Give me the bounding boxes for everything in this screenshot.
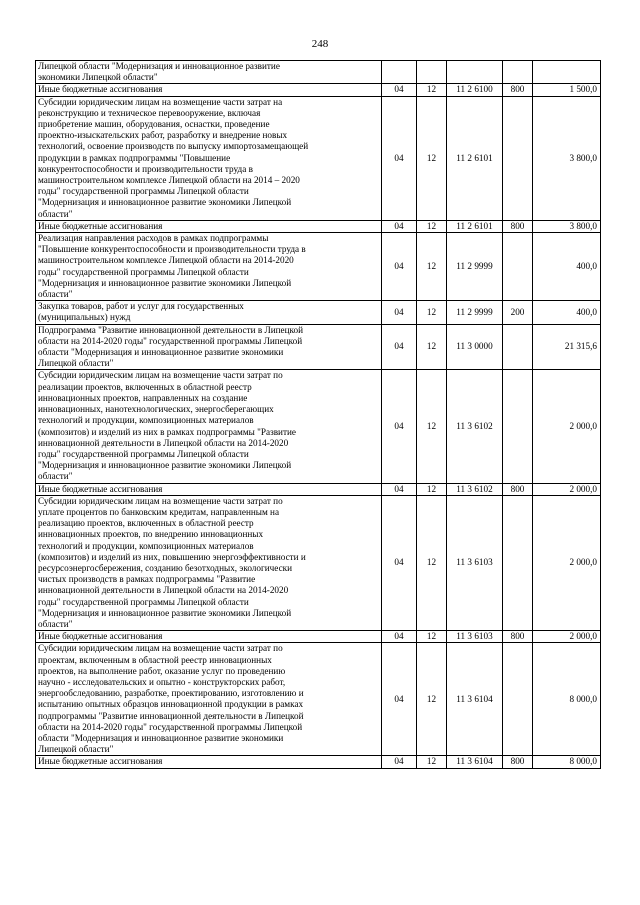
- table-row: [36, 84, 601, 96]
- row-section-code: [382, 61, 417, 84]
- row-target-article-code: 11 2 6101: [447, 96, 503, 220]
- row-amount: 400,0: [533, 301, 601, 324]
- row-description: Реализация направления расходов в рамках подпрограммы "Повышение конкурентоспособности и производительности труда в машиностроительном комплексе Липецкой области на 2014-2020 годы" государственной программы Липецкой области "Модернизация и инновационное развитие экономики Липецкой области": [36, 233, 382, 301]
- row-subsection-code: 12: [417, 643, 447, 756]
- row-section-code: 04: [382, 84, 417, 96]
- row-section-code: 04: [382, 324, 417, 370]
- row-subsection-code: 12: [417, 301, 447, 324]
- row-description: Иные бюджетные ассигнования: [36, 220, 382, 232]
- budget-table: [35, 60, 601, 769]
- table-row: [36, 324, 601, 370]
- row-target-article-code: 11 2 9999: [447, 301, 503, 324]
- row-target-article-code: 11 3 6103: [447, 631, 503, 643]
- row-target-article-code: [447, 61, 503, 84]
- row-description: Иные бюджетные ассигнования: [36, 483, 382, 495]
- row-description: Субсидии юридическим лицам на возмещение части затрат на реконструкцию и техническое перевооружение, включая приобретение машин, оборудования, оснастки, проведение проектно-изыскательских работ, разработку и внедрение новых технологий, освоение производств по выпуску импортозамещающей продукции в рамках подпрограммы "Повышение конкурентоспособности и производительности труда в машиностроительном комплексе Липецкой области на 2014 – 2020 годы" государственной программы Липецкой области "Модернизация и инновационное развитие экономики Липецкой области": [36, 96, 382, 220]
- row-subsection-code: 12: [417, 370, 447, 483]
- row-subsection-code: 12: [417, 483, 447, 495]
- row-subsection-code: 12: [417, 233, 447, 301]
- row-description: Субсидии юридическим лицам на возмещение части затрат по реализации проектов, включенных в областной реестр инновационных проектов, направленных на создание инновационных, нанотехнологических, энергосберегающих технологий и продукции, композиционных материалов (композитов) и изделий из них в рамках подпрограммы "Развитие инновационной деятельности в Липецкой области на 2014-2020 годы" государственной программы Липецкой области "Модернизация и инновационное развитие экономики Липецкой области": [36, 370, 382, 483]
- row-section-code: 04: [382, 220, 417, 232]
- row-subsection-code: 12: [417, 84, 447, 96]
- row-subsection-code: 12: [417, 324, 447, 370]
- row-expense-type-code: [503, 61, 533, 84]
- row-amount: 3 800,0: [533, 96, 601, 220]
- row-target-article-code: 11 3 0000: [447, 324, 503, 370]
- row-section-code: 04: [382, 643, 417, 756]
- row-amount: 21 315,6: [533, 324, 601, 370]
- row-description: Субсидии юридическим лицам на возмещение части затрат по проектам, включенным в областной реестр инновационных проектов, на выполнение работ, оказание услуг по проведению научно - исследовательских и опытно - конструкторских работ, энергообследованию, разработке, проектированию, изготовлению и испытанию опытных образцов инновационной продукции в рамках подпрограммы "Развитие инновационной деятельности в Липецкой области на 2014-2020 годы" государственной программы Липецкой области "Модернизация и инновационное развитие экономики Липецкой области": [36, 643, 382, 756]
- row-expense-type-code: 800: [503, 220, 533, 232]
- table-row: [36, 495, 601, 630]
- table-row: [36, 301, 601, 324]
- table-row: [36, 220, 601, 232]
- row-expense-type-code: [503, 324, 533, 370]
- row-description: Иные бюджетные ассигнования: [36, 756, 382, 768]
- table-row: [36, 643, 601, 756]
- row-expense-type-code: 200: [503, 301, 533, 324]
- table-row: [36, 483, 601, 495]
- row-expense-type-code: 800: [503, 631, 533, 643]
- row-expense-type-code: [503, 96, 533, 220]
- row-subsection-code: 12: [417, 631, 447, 643]
- row-expense-type-code: 800: [503, 483, 533, 495]
- row-subsection-code: 12: [417, 96, 447, 220]
- table-row: [36, 233, 601, 301]
- row-expense-type-code: [503, 233, 533, 301]
- row-section-code: 04: [382, 495, 417, 630]
- row-amount: 2 000,0: [533, 370, 601, 483]
- row-target-article-code: 11 3 6102: [447, 483, 503, 495]
- row-section-code: 04: [382, 301, 417, 324]
- table-row: [36, 96, 601, 220]
- row-amount: 8 000,0: [533, 643, 601, 756]
- row-amount: 1 500,0: [533, 84, 601, 96]
- row-target-article-code: 11 3 6102: [447, 370, 503, 483]
- row-description: Подпрограмма "Развитие инновационной деятельности в Липецкой области на 2014-2020 годы" государственной программы Липецкой области "Модернизация и инновационное развитие экономики Липецкой области": [36, 324, 382, 370]
- row-section-code: 04: [382, 483, 417, 495]
- row-section-code: 04: [382, 631, 417, 643]
- row-target-article-code: 11 3 6103: [447, 495, 503, 630]
- row-section-code: 04: [382, 370, 417, 483]
- row-description: Иные бюджетные ассигнования: [36, 84, 382, 96]
- table-row: [36, 61, 601, 84]
- row-target-article-code: 11 3 6104: [447, 756, 503, 768]
- table-row: [36, 631, 601, 643]
- row-target-article-code: 11 2 6101: [447, 220, 503, 232]
- row-description: Иные бюджетные ассигнования: [36, 631, 382, 643]
- row-description: Липецкой области "Модернизация и инновационное развитие экономики Липецкой области": [36, 61, 382, 84]
- row-description: Закупка товаров, работ и услуг для государственных (муниципальных) нужд: [36, 301, 382, 324]
- row-subsection-code: [417, 61, 447, 84]
- row-expense-type-code: [503, 495, 533, 630]
- row-amount: 8 000,0: [533, 756, 601, 768]
- row-section-code: 04: [382, 756, 417, 768]
- row-section-code: 04: [382, 233, 417, 301]
- row-subsection-code: 12: [417, 495, 447, 630]
- table-row: [36, 756, 601, 768]
- row-amount: [533, 61, 601, 84]
- page-number: 248: [311, 38, 329, 50]
- row-expense-type-code: 800: [503, 756, 533, 768]
- row-amount: 2 000,0: [533, 495, 601, 630]
- row-target-article-code: 11 3 6104: [447, 643, 503, 756]
- row-amount: 2 000,0: [533, 483, 601, 495]
- row-amount: 3 800,0: [533, 220, 601, 232]
- row-amount: 400,0: [533, 233, 601, 301]
- row-target-article-code: 11 2 6100: [447, 84, 503, 96]
- table-row: [36, 370, 601, 483]
- row-target-article-code: 11 2 9999: [447, 233, 503, 301]
- row-expense-type-code: 800: [503, 84, 533, 96]
- row-subsection-code: 12: [417, 220, 447, 232]
- row-expense-type-code: [503, 370, 533, 483]
- row-subsection-code: 12: [417, 756, 447, 768]
- row-expense-type-code: [503, 643, 533, 756]
- row-amount: 2 000,0: [533, 631, 601, 643]
- row-section-code: 04: [382, 96, 417, 220]
- row-description: Субсидии юридическим лицам на возмещение части затрат по уплате процентов по банковским кредитам, направленным на реализацию проектов, включенных в областной реестр инновационных проектов, по внедрению инновационных технологий и продукции, композиционных материалов (композитов) и изделий из них, повышению энергоэффективности и ресурсоэнергосбережения, созданию безотходных, экологически чистых производств в рамках подпрограммы "Развитие инновационной деятельности в Липецкой области на 2014-2020 годы" государственной программы Липецкой области "Модернизация и инновационное развитие экономики Липецкой области": [36, 495, 382, 630]
